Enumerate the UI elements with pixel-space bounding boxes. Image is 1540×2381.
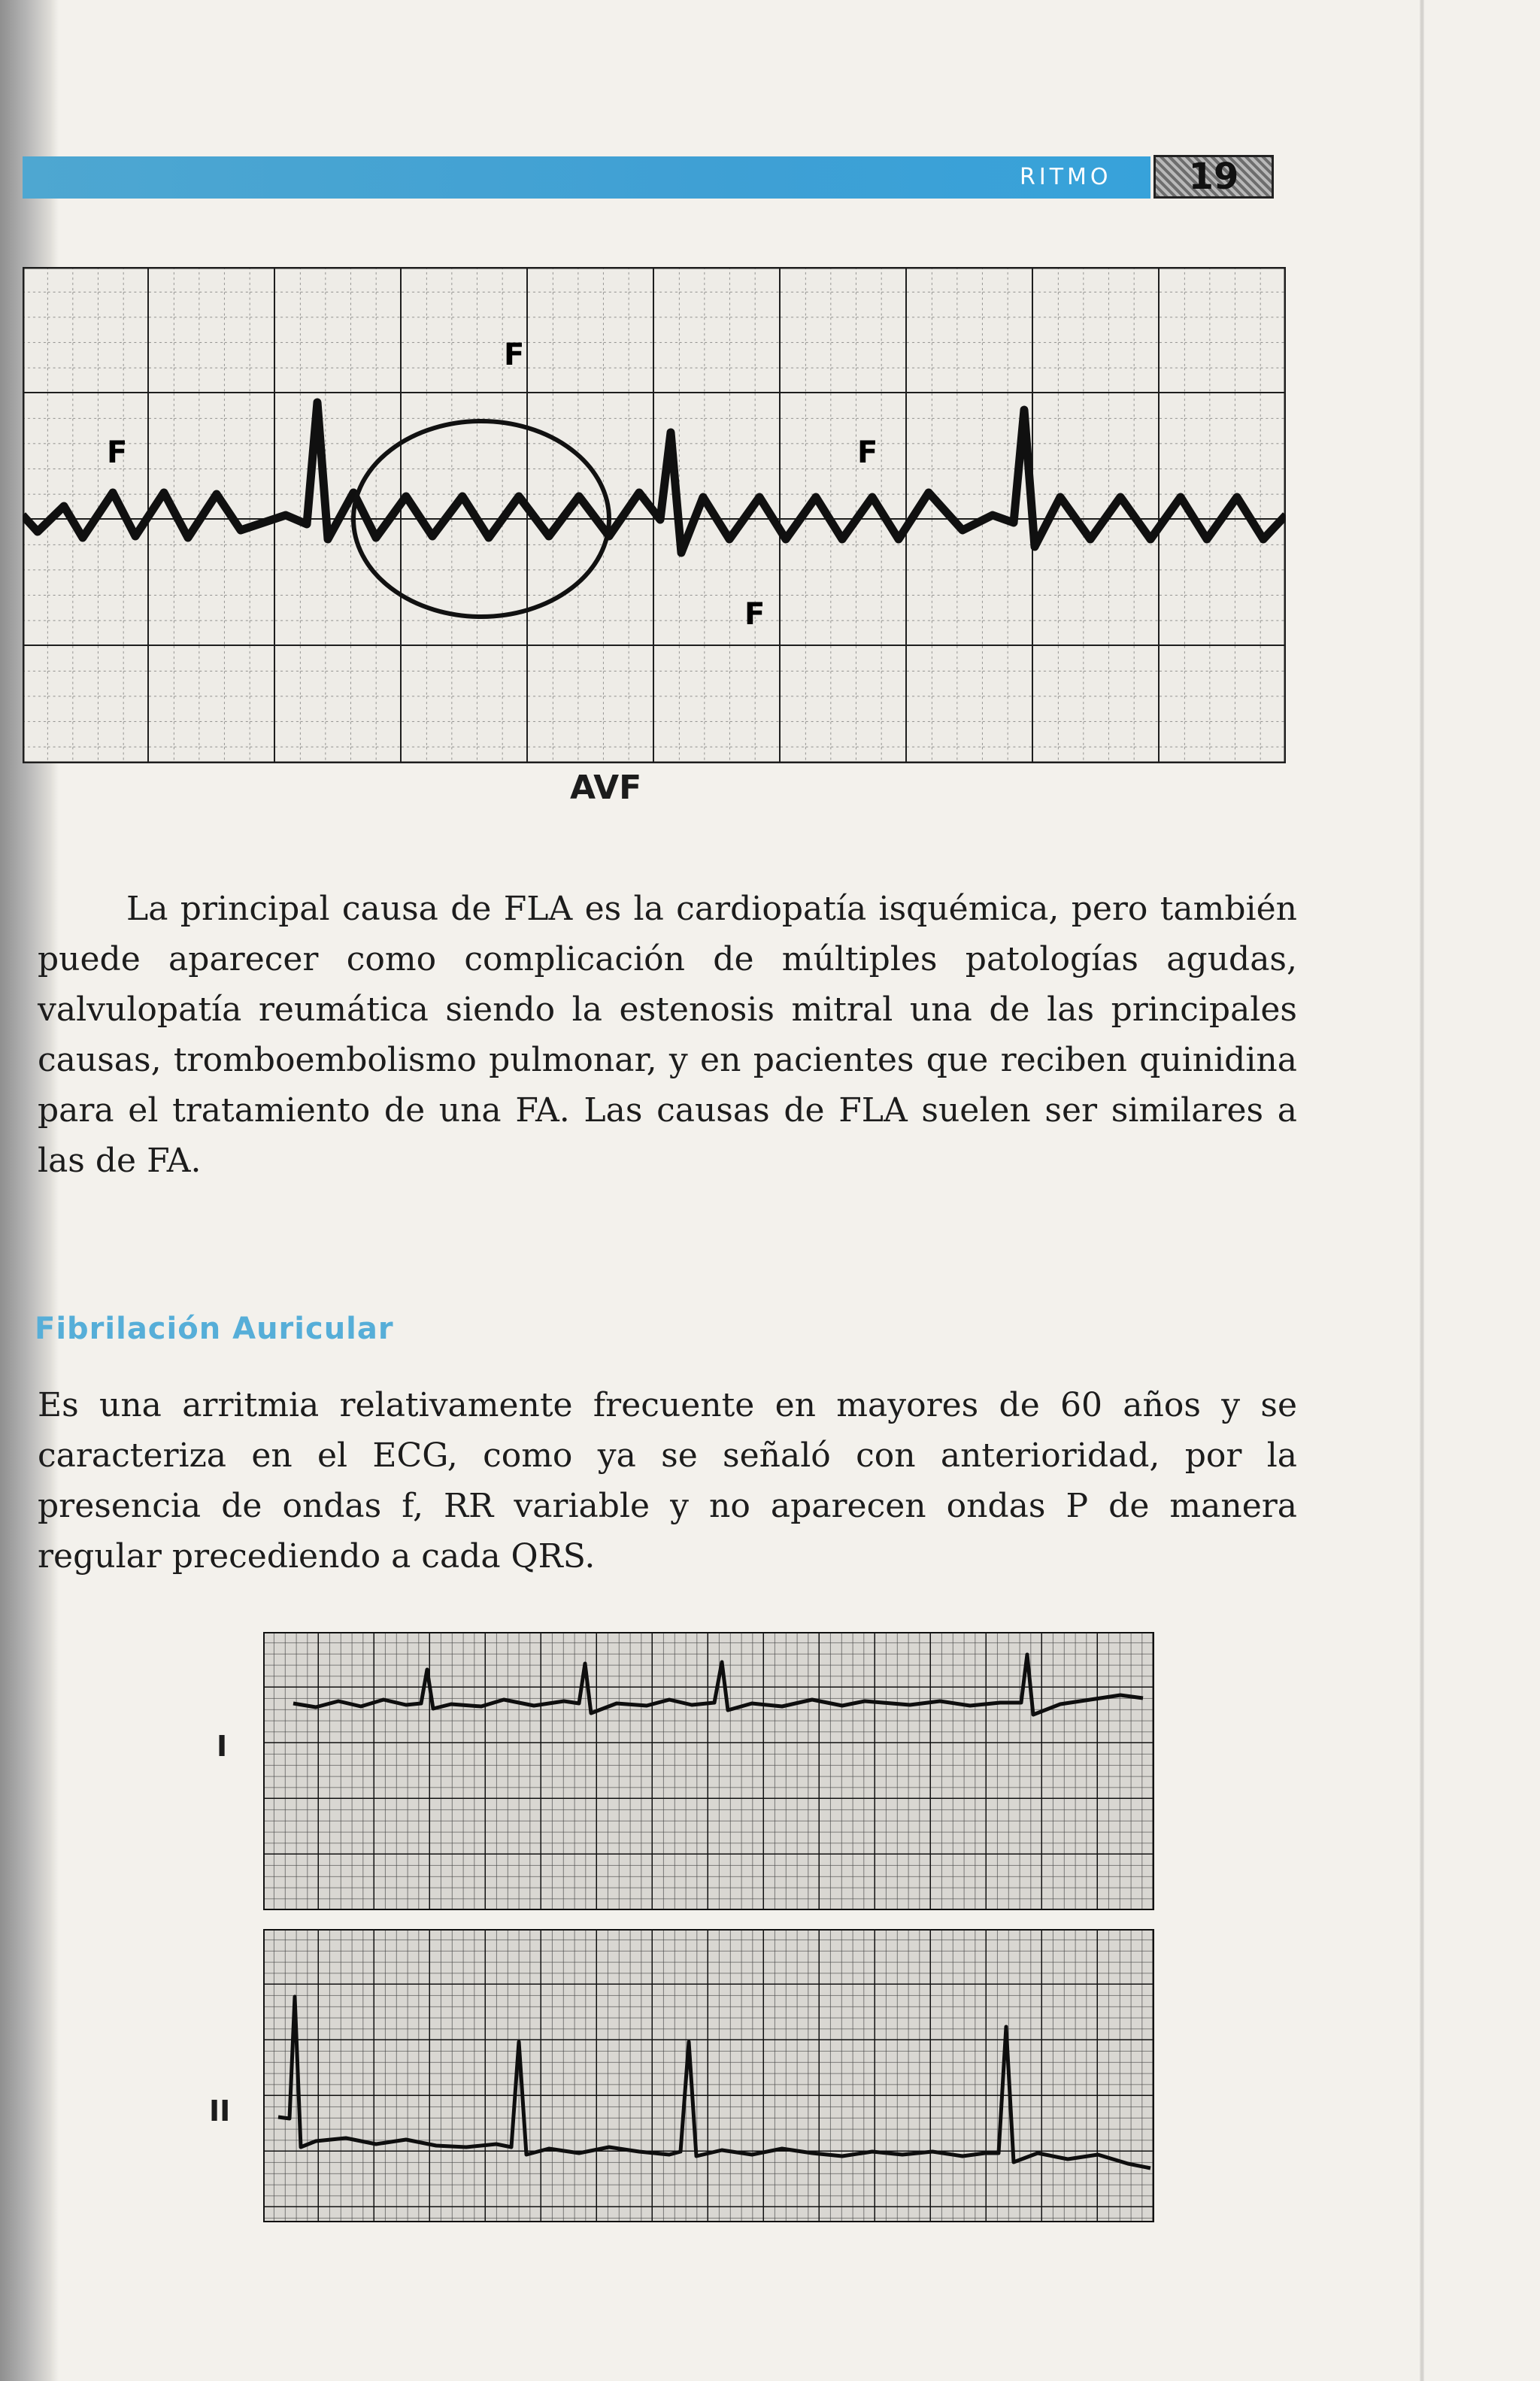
page-number: 19 xyxy=(1153,155,1274,199)
chapter-banner xyxy=(23,156,1150,199)
lead-label-ii: II xyxy=(209,2094,231,2128)
ecg-strip-lead-i xyxy=(263,1632,1154,1910)
figure-lead-label-avf: AVF xyxy=(570,769,642,807)
paragraph-flutter-causes: La principal causa de FLA es la cardiopatía isquémica, pero también puede aparecer como complicación de múltiples patologías agudas, valvulopatía reumática siendo la estenosis mitral una de las principales causas, tromboembolismo pulmonar, y en pacientes que reciben quinidina para el tratamiento de una FA. Las causas de FLA suelen ser similares a las de FA. xyxy=(38,890,1297,1180)
section-heading-fibrilacion: Fibrilación Auricular xyxy=(35,1312,394,1346)
page-edge-shadow xyxy=(1420,0,1424,2381)
ecg-strip-lead-ii xyxy=(263,1929,1154,2222)
annotation-f-left: F xyxy=(107,435,128,470)
annotation-f-right: F xyxy=(857,435,878,470)
annotation-f-bottom: F xyxy=(744,597,765,632)
lead-label-i: I xyxy=(217,1730,228,1763)
paragraph-fibrilacion: Es una arritmia relativamente frecuente en mayores de 60 años y se caracteriza en el ECG, como ya se señaló con anterioridad, por la presencia de ondas f, RR variable y no aparecen ondas P de manera regular precediendo a cada QRS. xyxy=(38,1386,1297,1576)
ecg-strip-avf xyxy=(23,267,1286,763)
chapter-title: RITMO xyxy=(1020,164,1112,190)
annotation-f-top: F xyxy=(504,338,525,372)
